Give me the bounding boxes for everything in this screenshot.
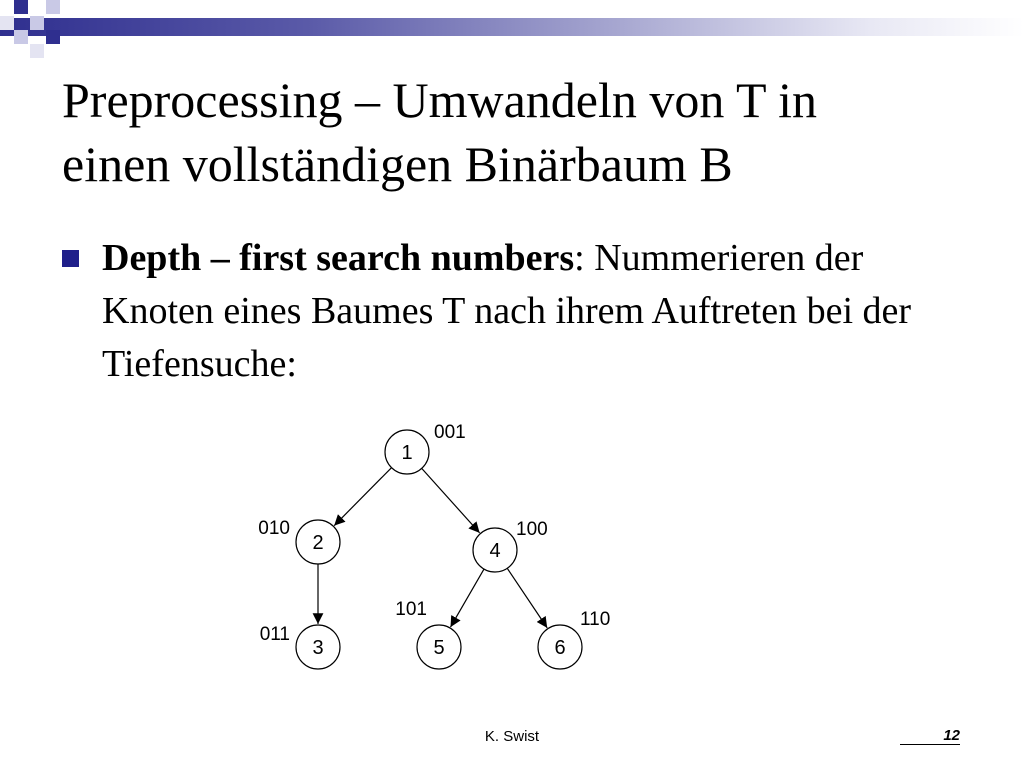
tree-edge-1-2: [334, 468, 391, 526]
tree-node-code-6: 110: [580, 609, 611, 630]
slide-number: 12: [943, 727, 960, 744]
tree-node-code-3: 011: [259, 624, 290, 645]
footer-author: K. Swist: [484, 728, 540, 745]
tree-edge-1-4: [422, 468, 480, 533]
tree-node-label-1: 1: [401, 442, 413, 464]
tree-node-label-4: 4: [489, 540, 501, 562]
bullet-bold-term: Depth – first search numbers: [102, 237, 575, 279]
slide-number-underline: [900, 744, 960, 745]
tree-node-code-5: 101: [395, 599, 427, 620]
tree-node-label-3: 3: [312, 637, 324, 659]
tree-node-label-5: 5: [433, 637, 445, 659]
bullet-description: : Nummerieren der Knoten eines Baumes T nach ihrem Auftreten bei der Tiefensuche:: [102, 237, 912, 385]
tree-node-code-2: 010: [258, 518, 290, 539]
tree-edge-4-5: [450, 569, 484, 627]
tree-edge-4-6: [507, 568, 547, 628]
tree-node-code-1: 001: [434, 422, 466, 443]
tree-node-code-4: 100: [516, 519, 548, 540]
tree-node-label-2: 2: [312, 532, 324, 554]
slide-title-line-1: Preprocessing – Umwandeln von T in: [62, 72, 818, 128]
tree-node-label-6: 6: [554, 637, 566, 659]
slide-title-line-2: einen vollständigen Binärbaum B: [62, 136, 733, 192]
